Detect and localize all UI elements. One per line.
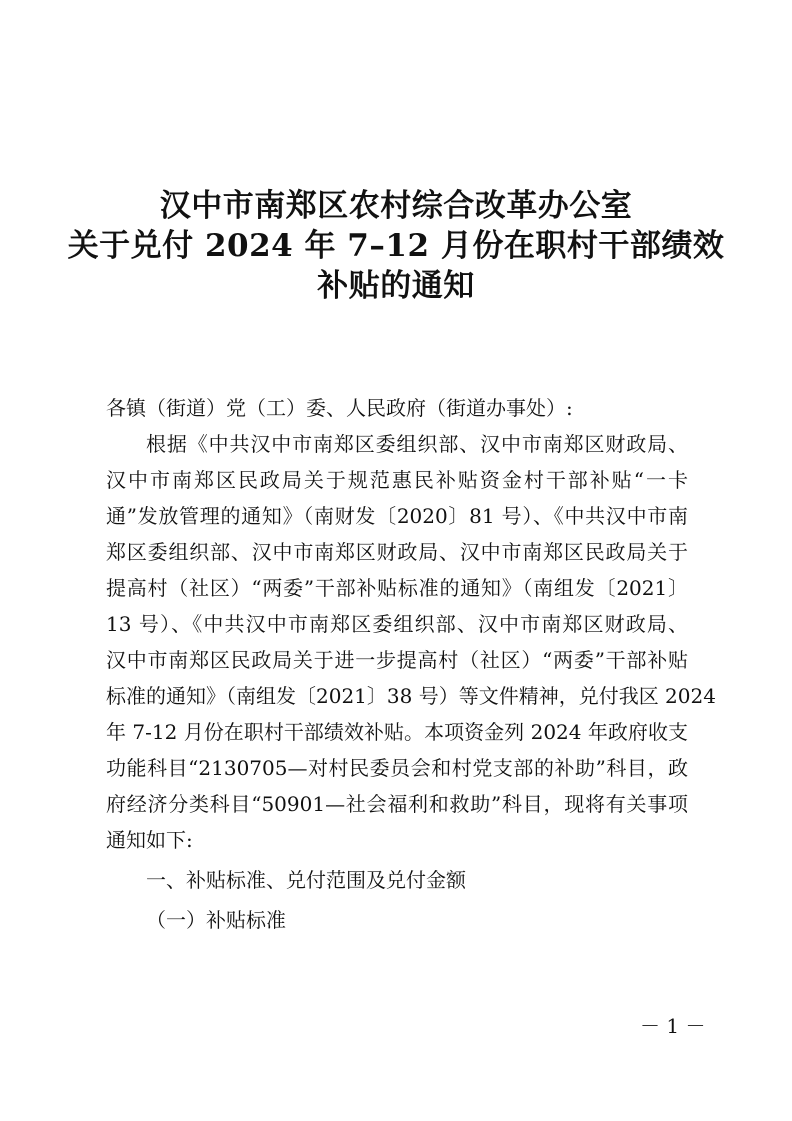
document-title-line-3: 补贴的通知 <box>317 268 475 304</box>
body-line: 13 号）、《中共汉中市南郑区委组织部、汉中市南郑区财政局、 <box>106 612 688 636</box>
body-line: 通知如下: <box>106 828 193 852</box>
section-heading-2: （一）补贴标准 <box>146 908 286 932</box>
document-title-line-1: 汉中市南郑区农村综合改革办公室 <box>159 188 633 224</box>
body-line: 汉中市南郑区民政局关于规范惠民补贴资金村干部补贴“一卡 <box>106 468 688 492</box>
body-line: 根据《中共汉中市南郑区委组织部、汉中市南郑区财政局、 <box>146 432 688 456</box>
document-title-line-2: 关于兑付 2024 年 7–12 月份在职村干部绩效 <box>67 228 725 264</box>
body-line: 通”发放管理的通知》（南财发〔2020〕81 号）、《中共汉中市南 <box>106 504 688 528</box>
addressee: 各镇（街道）党（工）委、人民政府（街道办事处）: <box>106 396 573 420</box>
page-number: － 1 － <box>640 1014 706 1038</box>
body-line: 郑区委组织部、汉中市南郑区财政局、汉中市南郑区民政局关于 <box>106 540 688 564</box>
body-line: 府经济分类科目“50901—社会福利和救助”科目，现将有关事项 <box>106 792 688 816</box>
body-line: 标准的通知》（南组发〔2021〕38 号）等文件精神，兑付我区 2024 <box>106 684 716 708</box>
body-line: 提高村（社区）“两委”干部补贴标准的通知》（南组发〔2021〕 <box>106 576 688 600</box>
section-heading-1: 一、补贴标准、兑付范围及兑付金额 <box>146 868 466 892</box>
body-line: 汉中市南郑区民政局关于进一步提高村（社区）“两委”干部补贴 <box>106 648 688 672</box>
body-line: 年 7-12 月份在职村干部绩效补贴。本项资金列 2024 年政府收支 <box>106 720 688 744</box>
body-line: 功能科目“2130705—对村民委员会和村党支部的补助”科目，政 <box>106 756 688 780</box>
